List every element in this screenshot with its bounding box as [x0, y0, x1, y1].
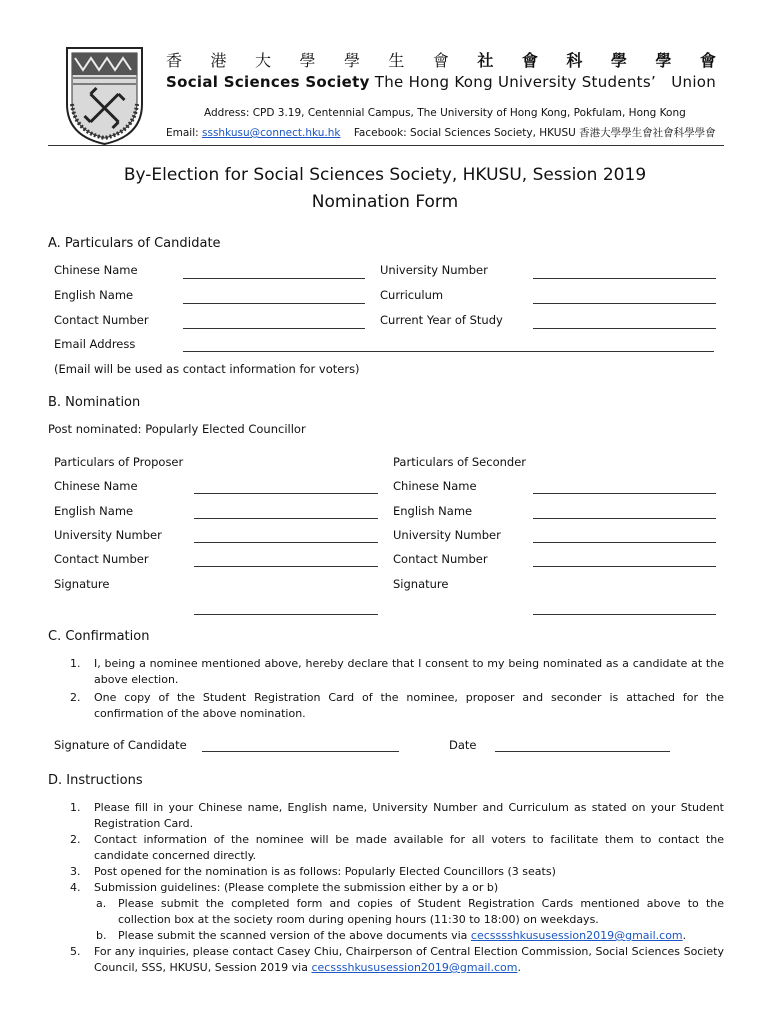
- cn-char: 大: [254, 51, 271, 70]
- section-b-heading: B. Nomination: [48, 395, 141, 410]
- confirmation-list: [48, 656, 724, 722]
- candidate-english-name-field[interactable]: [183, 303, 365, 304]
- cn-char: 學: [610, 51, 627, 70]
- seconder-university-number-label: University Number: [393, 528, 501, 542]
- candidate-signature-label: Signature of Candidate: [54, 738, 187, 752]
- candidate-english-name-label: English Name: [54, 288, 134, 302]
- date-label: Date: [449, 738, 477, 752]
- chinese-society-title: [166, 48, 716, 71]
- proposer-signature-field[interactable]: [194, 614, 378, 615]
- instruction-text: Submission guidelines: (Please complete the submission either by a or b): [94, 881, 499, 894]
- proposer-university-number-field[interactable]: [194, 542, 378, 543]
- cn-char: 會: [699, 51, 716, 70]
- candidate-university-number-field[interactable]: [533, 278, 716, 279]
- candidate-contact-number-label: Contact Number: [54, 313, 149, 327]
- candidate-chinese-name-field[interactable]: [183, 278, 365, 279]
- proposer-university-number-label: University Number: [54, 528, 162, 542]
- society-email-link[interactable]: ssshkusu@connect.hku.hk: [202, 127, 341, 139]
- instruction-text: For any inquiries, please contact Casey Chiu, Chairperson of Central Election Commission, Social Sciences Society Council, SSS, HKUSU, Session 2019 via: [94, 945, 724, 974]
- cn-char: 會: [432, 51, 449, 70]
- cn-char: 學: [299, 51, 316, 70]
- candidate-email-label: Email Address: [54, 337, 136, 351]
- contact-line: [166, 125, 716, 140]
- candidate-curriculum-field[interactable]: [533, 303, 716, 304]
- seconder-english-name-label: English Name: [393, 504, 473, 518]
- candidate-contact-number-field[interactable]: [183, 328, 365, 329]
- cn-char: 社: [477, 51, 494, 70]
- header-divider: [48, 145, 724, 146]
- email-label: Email:: [166, 127, 199, 139]
- confirmation-item: 2. One copy of the Student Registration Card of the nominee, proposer and seconder is attached for the confirmation of the above nomination.: [70, 691, 724, 720]
- instruction-text: Please fill in your Chinese name, English name, University Number and Curriculum as stated on your Student Registration Card.: [94, 801, 724, 830]
- instruction-item: 5. For any inquiries, please contact Casey Chiu, Chairperson of Central Election Commission, Social Sciences Society Council, SSS, HKUSU, Session 2019 via cecssshkususession2019@gmail.com.: [70, 945, 724, 974]
- instruction-sub-text: Please submit the scanned version of the above documents via: [118, 929, 471, 942]
- cn-char: 生: [388, 51, 405, 70]
- union-name: The Hong Kong University Students’: [374, 73, 657, 91]
- cn-char: 科: [566, 51, 583, 70]
- email-note: (Email will be used as contact information for voters): [54, 362, 360, 376]
- proposer-chinese-name-label: Chinese Name: [54, 479, 138, 493]
- date-field[interactable]: [495, 751, 670, 752]
- post-nominated: Post nominated: Popularly Elected Councillor: [48, 422, 306, 436]
- seconder-chinese-name-label: Chinese Name: [393, 479, 477, 493]
- candidate-chinese-name-label: Chinese Name: [54, 263, 138, 277]
- proposer-chinese-name-field[interactable]: [194, 493, 378, 494]
- cn-char: 學: [343, 51, 360, 70]
- confirmation-item: 1. I, being a nominee mentioned above, hereby declare that I consent to my being nominated as a candidate at the above election.: [70, 657, 724, 686]
- candidate-year-label: Current Year of Study: [380, 313, 503, 327]
- english-society-title: [166, 73, 716, 91]
- address: Address: CPD 3.19, Centennial Campus, The University of Hong Kong, Pokfulam, Hong Kong: [204, 107, 686, 119]
- candidate-email-field[interactable]: [183, 351, 714, 352]
- society-name: Social Sciences Society: [166, 73, 370, 91]
- society-crest-logo: [63, 44, 146, 146]
- confirmation-text: One copy of the Student Registration Card of the nominee, proposer and seconder is attached for the confirmation of the above nomination.: [94, 691, 724, 720]
- seconder-contact-number-label: Contact Number: [393, 552, 488, 566]
- seconder-english-name-field[interactable]: [533, 518, 716, 519]
- cn-char: 港: [210, 51, 227, 70]
- section-c-heading: C. Confirmation: [48, 629, 150, 644]
- proposer-signature-label: Signature: [54, 577, 110, 591]
- instruction-text: Contact information of the nominee will be made available for all voters to facilitate them to contact the candidate concerned directly.: [94, 833, 724, 862]
- seconder-signature-field[interactable]: [533, 614, 716, 615]
- seconder-contact-number-field[interactable]: [533, 566, 716, 567]
- proposer-english-name-label: English Name: [54, 504, 134, 518]
- seconder-university-number-field[interactable]: [533, 542, 716, 543]
- seconder-signature-label: Signature: [393, 577, 449, 591]
- candidate-year-field[interactable]: [533, 328, 716, 329]
- proposer-contact-number-field[interactable]: [194, 566, 378, 567]
- instruction-item: 1. Please fill in your Chinese name, English name, University Number and Curriculum as stated on your Student Registration Card.: [70, 801, 724, 830]
- cn-char: 香: [166, 51, 183, 70]
- candidate-curriculum-label: Curriculum: [380, 288, 444, 302]
- form-subtitle: Nomination Form: [311, 192, 459, 212]
- seconder-chinese-name-field[interactable]: [533, 493, 716, 494]
- candidate-university-number-label: University Number: [380, 263, 488, 277]
- cn-char: 會: [521, 51, 538, 70]
- confirmation-text: I, being a nominee mentioned above, hereby declare that I consent to my being nominated as a candidate at the above election.: [94, 657, 724, 686]
- proposer-contact-number-label: Contact Number: [54, 552, 149, 566]
- instruction-sub-item-a: a. Please submit the completed form and copies of Student Registration Cards mentioned above to the collection box at the society room during opening hours (11:30 to 18:00) on weekdays.: [96, 897, 724, 926]
- instruction-sub-item-b: b. Please submit the scanned version of the above documents via cecsssshkususession2019@gmail.com.: [96, 929, 687, 942]
- form-title: By-Election for Social Sciences Society, HKUSU, Session 2019: [123, 165, 647, 185]
- candidate-signature-field[interactable]: [202, 751, 399, 752]
- union-word: Union: [671, 73, 717, 91]
- proposer-title: Particulars of Proposer: [54, 455, 184, 469]
- instruction-item: 2. Contact information of the nominee will be made available for all voters to facilitate them to contact the candidate concerned directly.: [70, 833, 724, 862]
- seconder-title: Particulars of Seconder: [393, 455, 526, 469]
- instruction-sub-text: Please submit the completed form and copies of Student Registration Cards mentioned above to the collection box at the society room during opening hours (11:30 to 18:00) on weekdays.: [118, 897, 724, 926]
- inquiry-email-link[interactable]: cecssshkususession2019@gmail.com: [311, 961, 518, 974]
- section-a-heading: A. Particulars of Candidate: [48, 236, 221, 251]
- election-email-link[interactable]: cecsssshkususession2019@gmail.com: [470, 929, 683, 942]
- instruction-item: 4. Submission guidelines: (Please complete the submission either by a or b) a. Please submit the completed form and copies of Student Registration Cards mentioned above to the collection box at the society room during opening hours (11:30 to 18:00) on weekdays. b. Please submit the scanned version of the above documents via cecsssshkususession2019@gmail.com.: [70, 881, 724, 942]
- section-d-heading: D. Instructions: [48, 773, 143, 788]
- cn-char: 學: [655, 51, 672, 70]
- instructions-list: [48, 800, 724, 976]
- proposer-english-name-field[interactable]: [194, 518, 378, 519]
- instruction-item: 3. Post opened for the nomination is as follows: Popularly Elected Councillors (3 seats): [70, 865, 556, 878]
- facebook-info: Facebook: Social Sciences Society, HKUSU 香港大學學生會社會科學學會: [353, 127, 716, 139]
- instruction-text: Post opened for the nomination is as follows: Popularly Elected Councillors (3 seats): [94, 865, 556, 878]
